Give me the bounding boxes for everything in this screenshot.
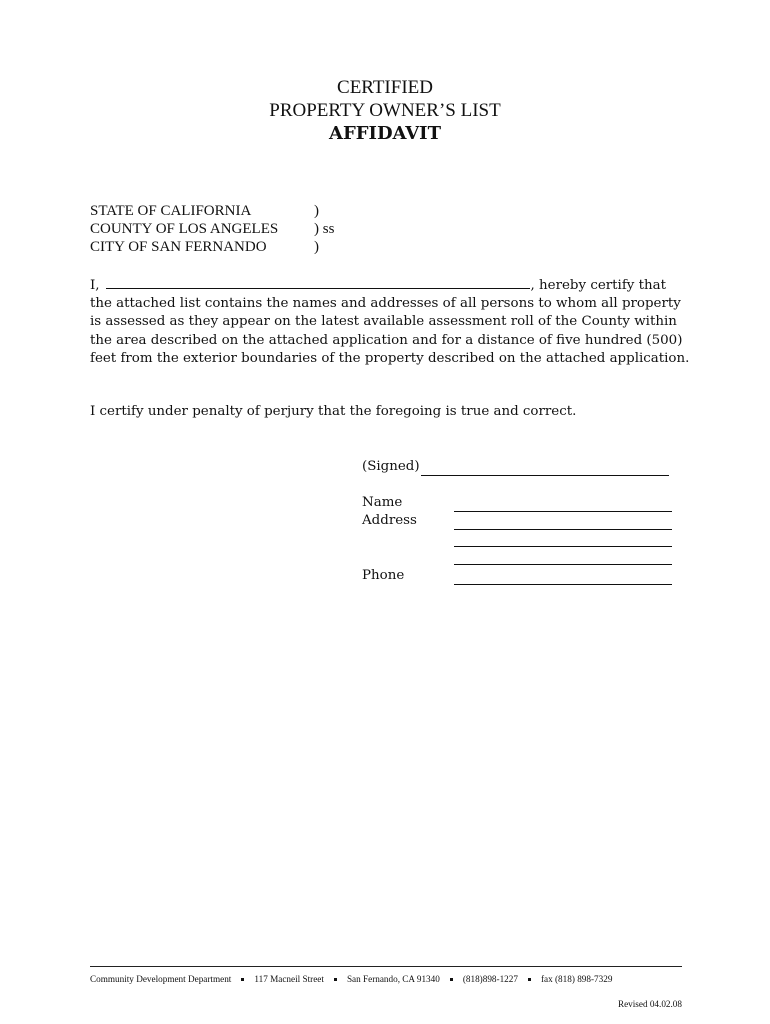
footer-phone: (818)898-1227 xyxy=(462,974,518,984)
footer-department: Community Development Department xyxy=(90,974,232,984)
address-blank-2[interactable] xyxy=(454,534,672,547)
footer-city: San Fernando, CA 91340 xyxy=(346,974,440,984)
phone-row xyxy=(362,567,672,585)
bullet-icon xyxy=(450,978,453,981)
footer-fax: fax (818) 898-7329 xyxy=(540,974,613,984)
perjury-statement: I certify under penalty of perjury that the foregoing is true and correct. xyxy=(90,404,577,419)
certification-text: that the attached list contains the names and addresses of all persons to whom all property is assessed as they appear on the latest available assessment roll of the County within the area described on the attached application and for a distance of five hundred (500) feet from the exterior boundaries of the property described on the attached application. xyxy=(90,278,690,366)
name-label: Name xyxy=(362,495,403,510)
address-blank-1[interactable] xyxy=(454,515,672,530)
address-line-3 xyxy=(454,552,672,565)
footer-street: 117 Macneil Street xyxy=(254,974,324,984)
name-row xyxy=(362,494,672,512)
venue-mark: ) xyxy=(314,203,319,219)
bullet-icon xyxy=(241,978,244,981)
title-property-owners-list: PROPERTY OWNER’S LIST xyxy=(269,100,501,121)
venue-row-county xyxy=(90,220,354,238)
footer-divider xyxy=(90,966,682,967)
venue-county: COUNTY OF LOS ANGELES xyxy=(90,221,279,237)
title-certified: CERTIFIED xyxy=(337,77,433,98)
certification-paragraph xyxy=(90,276,690,368)
certifier-name-blank[interactable] xyxy=(106,276,530,289)
venue-mark-ss: ) ss xyxy=(314,221,335,237)
certify-phrase: , hereby certify xyxy=(530,278,635,293)
document-title xyxy=(0,76,770,145)
name-blank[interactable] xyxy=(454,497,672,512)
title-affidavit: AFFIDAVIT xyxy=(329,123,441,144)
venue-row-state xyxy=(90,202,354,220)
signed-label: (Signed) xyxy=(362,459,420,474)
address-label: Address xyxy=(362,513,417,528)
bullet-icon xyxy=(528,978,531,981)
venue-state: STATE OF CALIFORNIA xyxy=(90,203,252,219)
phone-label: Phone xyxy=(362,568,405,583)
footer xyxy=(90,973,690,985)
venue-mark: ) xyxy=(314,239,319,255)
certifier-prefix: I, xyxy=(90,278,100,293)
signed-row xyxy=(362,458,669,476)
address-blank-3[interactable] xyxy=(454,552,672,565)
address-row xyxy=(362,512,672,530)
venue-city: CITY OF SAN FERNANDO xyxy=(90,239,267,255)
phone-blank[interactable] xyxy=(454,570,672,585)
venue-row-city xyxy=(90,238,354,256)
venue-block xyxy=(90,202,354,256)
bullet-icon xyxy=(334,978,337,981)
revision-date: Revised 04.02.08 xyxy=(617,999,682,1009)
address-line-2 xyxy=(454,534,672,547)
signature-blank[interactable] xyxy=(421,461,669,476)
